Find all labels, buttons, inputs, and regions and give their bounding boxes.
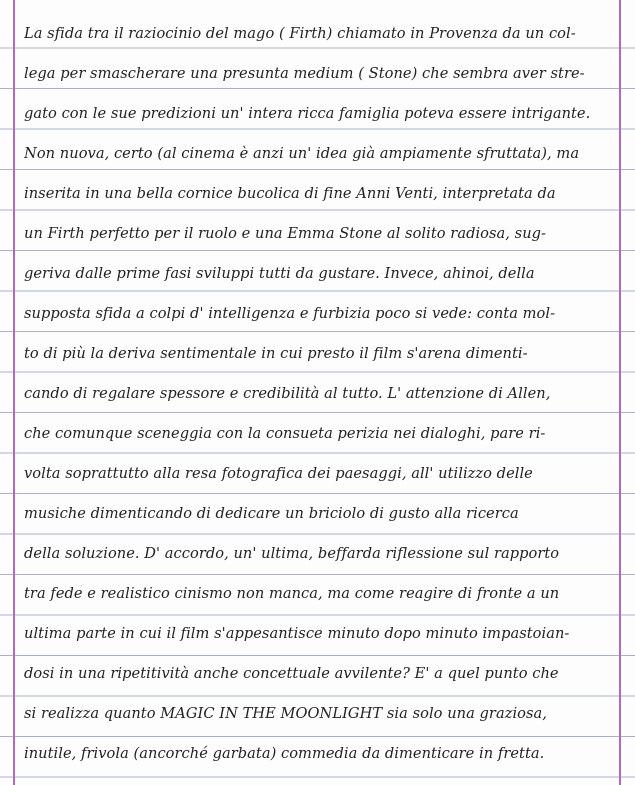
text-line-19: inutile, frivola (ancorché garbata) commedia da dimenticare in fretta. <box>24 745 545 762</box>
text-line-15: tra fede e realistico cinismo non manca, ma come reagire di fronte a un <box>24 585 560 602</box>
text-line-12: volta soprattutto alla resa fotografica dei paesaggi, all' utilizzo delle <box>24 465 533 482</box>
text-line-11: che comunque sceneggia con la consueta perizia nei dialoghi, pare ri- <box>24 425 546 442</box>
right-margin-line <box>619 0 621 785</box>
left-margin-line <box>13 0 15 785</box>
text-line-8: supposta sfida a colpi d' intelligenza e furbizia poco si vede: conta mol- <box>24 305 556 322</box>
text-line-3: gato con le sue predizioni un' intera ricca famiglia poteva essere intrigante. <box>24 105 591 122</box>
text-line-14: della soluzione. D' accordo, un' ultima, beffarda riflessione sul rapporto <box>24 545 560 562</box>
text-line-9: to di più la deriva sentimentale in cui presto il film s'arena dimenti- <box>24 345 528 362</box>
text-line-6: un Firth perfetto per il ruolo e una Emma Stone al solito radiosa, sug- <box>24 225 547 242</box>
text-line-5: inserita in una bella cornice bucolica di fine Anni Venti, interpretata da <box>24 185 556 202</box>
text-line-4: Non nuova, certo (al cinema è anzi un' idea già ampiamente sfruttata), ma <box>24 145 580 162</box>
text-line-16: ultima parte in cui il film s'appesantisce minuto dopo minuto impastoian- <box>24 625 570 642</box>
text-line-10: cando di regalare spessore e credibilità al tutto. L' attenzione di Allen, <box>24 385 551 402</box>
handwritten-review-text <box>24 14 616 774</box>
text-line-18: si realizza quanto MAGIC IN THE MOONLIGHT sia solo una graziosa, <box>24 705 547 722</box>
text-line-13: musiche dimenticando di dedicare un briciolo di gusto alla ricerca <box>24 505 519 522</box>
text-line-2: lega per smascherare una presunta medium ( Stone) che sembra aver stre- <box>24 65 585 82</box>
text-line-1: La sfida tra il raziocinio del mago ( Firth) chiamato in Provenza da un col- <box>24 25 576 42</box>
text-line-17: dosi in una ripetitività anche concettuale avvilente? E' a quel punto che <box>24 665 559 682</box>
text-line-7: geriva dalle prime fasi sviluppi tutti da gustare. Invece, ahinoi, della <box>24 265 535 282</box>
